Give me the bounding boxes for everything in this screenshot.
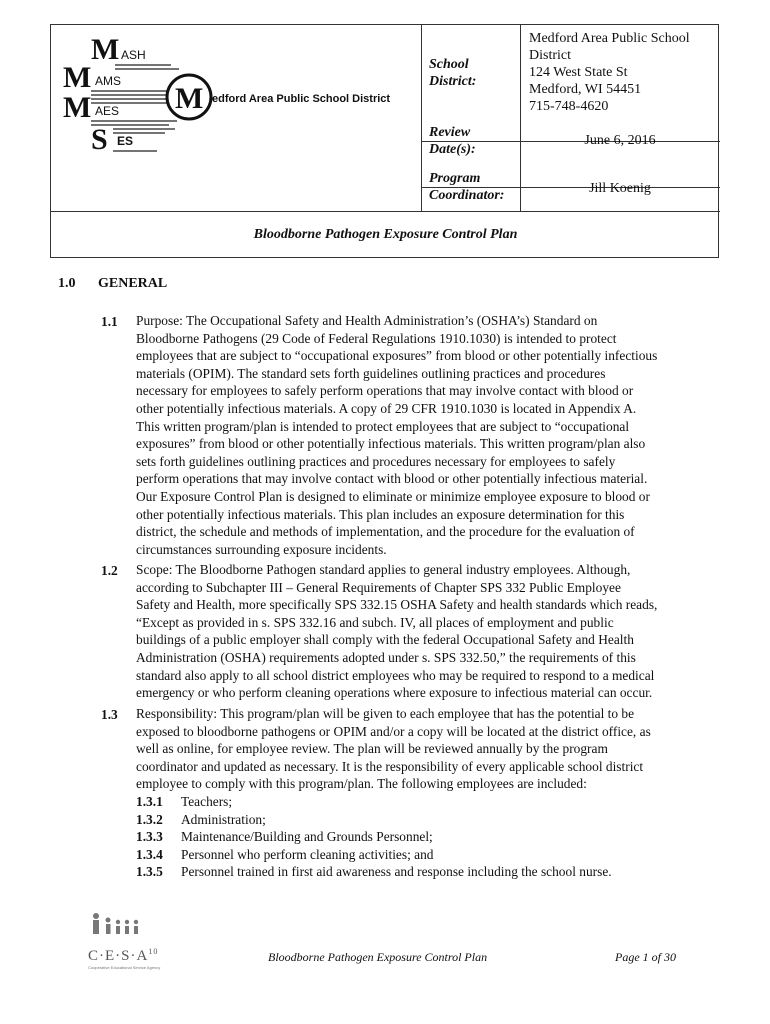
cesa-logo: [88, 910, 161, 970]
program-coordinator-value: Jill Koenig: [589, 181, 651, 196]
paragraph-line: emergency or who perform cleaning operations where exposure to infectious material can occur.: [136, 685, 653, 701]
address-line: 124 West State St: [529, 65, 628, 80]
address-line: 715-748-4620: [529, 99, 609, 114]
paragraph-line: exposures” from blood or other potentially infectious materials. This written program/plan also: [136, 436, 646, 452]
plan-title: Bloodborne Pathogen Exposure Control Plan: [253, 227, 518, 242]
paragraph-line: Safety and Health, more specifically SPS 332.15 OSHA Safety and health standards which reads,: [136, 597, 658, 613]
list-item: 1.3.5 Personnel trained in first aid awareness and response including the school nurse.: [136, 864, 612, 880]
paragraph-line: “Except as provided in s. SPS 332.16 and subch. IV, all places of employment and public: [136, 614, 614, 630]
item-purpose: [136, 312, 736, 558]
list-item: 1.3.4 Personnel who perform cleaning activities; and: [136, 846, 434, 862]
item-number: 1.1: [101, 314, 118, 329]
paragraph-line: Our Exposure Control Plan is designed to eliminate or minimize employee exposure to blood or: [136, 488, 650, 504]
paragraph-line: Bloodborne Pathogens (29 Code of Federal Regulations 1910.1030) is intended to protect: [136, 330, 617, 346]
footer-doc-title: Bloodborne Pathogen Exposure Control Plan: [268, 950, 488, 964]
logo-letter-m: M: [63, 61, 92, 94]
paragraph-line: coordinator and updated as necessary. It is the responsibility of every applicable school district: [136, 758, 644, 774]
program-coordinator-label: Program Coordinator:: [429, 171, 505, 203]
section-title: GENERAL: [98, 276, 168, 291]
paragraph-line: employee to comply with this program/plan. The following employees are included:: [136, 776, 587, 792]
logo-row-label: ASH: [121, 48, 146, 62]
address-line: Medford, WI 54451: [529, 82, 642, 97]
paragraph-line: buildings of a public employer shall comply with the federal Occupational Safety and Health: [136, 632, 634, 648]
paragraph-line: other potentially infectious materials. This plan includes an exposure determination for this: [136, 506, 625, 522]
paragraph-line: other potentially infectious materials. A copy of 29 CFR 1910.1030 is located in Appendix A.: [136, 400, 637, 416]
divider: [421, 25, 422, 211]
paragraph-line: exposed to bloodborne pathogens or OPIM and/or a copy will be located at the district office, as: [136, 723, 651, 739]
paragraph-line: sets forth guidelines outlining practices and procedures necessary for employees to safely: [136, 453, 616, 469]
people-icon: [88, 910, 158, 944]
paragraph-line: perform operations that may involve contact with blood or other potentially infectious material.: [136, 471, 648, 487]
cesa-caption: Cooperative Educational Service Agency: [88, 965, 161, 970]
district-logo: [51, 25, 421, 211]
list-item: 1.3.3 Maintenance/Building and Grounds Personnel;: [136, 829, 433, 845]
cesa-wordmark: $C\cdot E\cdot S\cdot A^{10}$: [88, 947, 159, 964]
logo-letter-m: M: [91, 33, 120, 66]
item-scope: [136, 561, 736, 702]
school-district-value: [529, 30, 727, 115]
logo-row-label: AMS: [95, 74, 122, 88]
address-line: District: [529, 48, 571, 63]
logo-row-label: AES: [95, 104, 120, 118]
item-number: 1.3: [101, 707, 118, 722]
item-number: 1.2: [101, 563, 118, 578]
header-table: [50, 24, 719, 258]
logo-row-label: ES: [117, 134, 134, 148]
paragraph-line: employees that are subject to “occupational exposures” from blood or other potentially infectious: [136, 348, 658, 364]
item-responsibility: [136, 705, 736, 793]
list-item: 1.3.1 Teachers;: [136, 794, 233, 809]
district-logo-graphic: [51, 25, 421, 211]
address-line: Medford Area Public School: [529, 31, 690, 46]
page-number: Page 1 of 30: [615, 950, 676, 964]
paragraph-line: necessary for employees to safely perform operations that may involve contact with blood or: [136, 383, 634, 399]
school-district-label: School District:: [429, 57, 477, 89]
list-item: 1.3.2 Administration;: [136, 811, 266, 827]
paragraph-line: circumstances surrounding exposure incidents.: [136, 541, 387, 557]
paragraph-line: according to Subchapter III – General Requirements of Chapter SPS 332 Public Employee: [136, 579, 621, 595]
paragraph-line: district, the schedule and methods of implementation, and the procedure for the evaluation of: [136, 524, 635, 540]
paragraph-line: Purpose: The Occupational Safety and Health Administration’s (OSHA’s) Standard on: [136, 313, 598, 328]
paragraph-line: well as online, for employee review. The plan will be reviewed annually by the program: [136, 741, 608, 757]
logo-letter-m: M: [175, 82, 204, 115]
review-date-value: June 6, 2016: [584, 133, 656, 148]
section-number: 1.0: [58, 276, 76, 291]
review-date-label: Review Date(s):: [429, 125, 476, 157]
section-heading: [58, 276, 167, 292]
paragraph-line: This written program/plan is intended to protect employees that are subject to “occupational: [136, 418, 630, 434]
logo-letter-s: S: [91, 123, 108, 156]
paragraph-line: standard also apply to all school district employees who may be required to respond to a medical: [136, 667, 655, 683]
logo-letter-m: M: [63, 91, 92, 124]
paragraph-line: Responsibility: This program/plan will be given to each employee that has the potential to be: [136, 706, 635, 721]
paragraph-line: materials (OPIM). The standard sets forth guidelines outlining practices and procedures: [136, 365, 606, 381]
paragraph-line: Scope: The Bloodborne Pathogen standard applies to general industry employees. Although,: [136, 562, 631, 577]
paragraph-line: Administration (OSHA) requirements adopted under s. SPS 332.50,” the requirements of this: [136, 649, 636, 665]
subitem-list: [136, 793, 612, 881]
logo-district-name: edford Area Public School District: [212, 93, 391, 105]
